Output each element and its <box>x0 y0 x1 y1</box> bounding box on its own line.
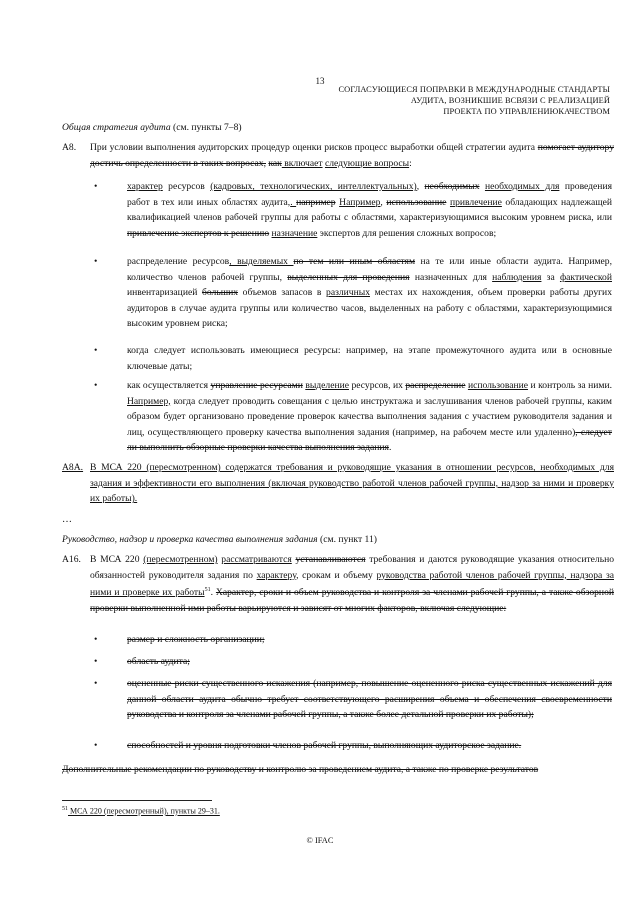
bullet-icon: • <box>94 380 98 391</box>
bullet-icon: • <box>94 678 98 689</box>
deleted-text: помогает аудитору достичь определенности в таких вопросах, <box>90 142 614 169</box>
paragraph-a16: A16. В МСА 220 (пересмотренном) рассматриваются устанавливаются требования и даются руководящие указания относительно обязанностей руководителя задания по характеру, срокам и объему руководства работой членов рабочей группы, надзора за ними и проверке их работы$^{51}$. Характер, сроки и объем руководства и контроля за членами рабочей группы, а также обзорной проверки выполненной ими работы варьируются и зависят от многих факторов, включая следующие: <box>62 554 614 614</box>
header-line-1: СОГЛАСУЮЩИЕСЯ ПОПРАВКИ В МЕЖДУНАРОДНЫЕ СТАНДАРТЫ <box>338 85 610 94</box>
ellipsis: … <box>62 514 72 525</box>
page-footer: © IFAC <box>306 836 334 845</box>
list-item: • оцененные риски существенного искажения (например, повышение оцененного риска существенных искажений для данной области аудита обычно требует соответствующего расширения объема и обеспечения своевременности руководства и контроля за членами рабочей группы, а также более детальной проверки их работы); <box>94 678 612 721</box>
page-number: 13 <box>315 76 325 86</box>
deleted-text: как <box>268 157 282 169</box>
footnote: $^{51}$ МСА 220 (пересмотренный), пункты 29–31. <box>62 806 220 816</box>
paragraph-a8 <box>62 140 614 171</box>
list-item: • область аудита; <box>94 654 612 670</box>
section-ref: (см. пункт 11) <box>317 534 377 545</box>
bullet-icon: • <box>94 634 98 645</box>
inserted-text: следующие вопросы <box>324 157 410 169</box>
footnote-ref[interactable]: 51 <box>204 587 211 594</box>
paragraph-body: При условии выполнения аудиторских процедур оценки рисков процесс выработки общей стратегии аудита помогает аудитору достичь определенности в таких вопросах, как включает следующие вопросы: <box>90 142 614 169</box>
list-item: • распределение ресурсов, выделяемых по тем или иным областям на те или иные области аудита. Например, количество членов рабочей группы, выделенных для проведения назначенных для наблюдения за фактической инвентаризацией больших объемов запасов в различных местах их нахождения, объем проверки работы других аудиторов в случае аудита группы или количество часов, выделенных на работу с областями, характеризующимися высоким уровнем риска; <box>94 256 613 330</box>
section-heading-strategy <box>62 122 242 133</box>
paragraph-label: A8. <box>62 142 77 153</box>
header-line-3: ПРОЕКТА ПО УПРАВЛЕНИЮКАЧЕСТВОМ <box>443 107 610 116</box>
list-item: • когда следует использовать имеющиеся ресурсы: например, на этапе промежуточного аудита или в основные ключевые даты; <box>94 345 612 372</box>
paragraph-tail: Дополнительные рекомендации по руководству и контролю за проведением аудита, а также по проверке результатов <box>62 764 539 775</box>
footnote-divider <box>62 800 212 801</box>
running-header <box>290 84 610 117</box>
list-item: • способностей и уровня подготовки членов рабочей группы, выполняющих аудиторское задание. <box>94 738 612 754</box>
paragraph-label: A16. <box>62 554 81 565</box>
list-item: • размер и сложность организации; <box>94 632 612 648</box>
bullet-icon: • <box>94 256 98 267</box>
paragraph-label: A8A. <box>62 462 84 473</box>
bullet-icon: • <box>94 181 98 192</box>
section-ref: (см. пункты 7–8) <box>170 122 242 133</box>
section-title: Руководство, надзор и проверка качества выполнения задания <box>62 534 318 545</box>
section-heading-supervision <box>62 534 377 545</box>
inserted-text: В МСА 220 (пересмотренном) содержатся требования и руководящие указания в отношении ресурсов, необходимых для задания и эффективности его выполнения (включая руководство работой членов рабочей группы, надзор за ними и проверку их работы). <box>90 462 614 505</box>
bullet-icon: • <box>94 656 98 667</box>
list-item: • характер ресурсов (кадровых, технологических, интеллектуальных), необходимых необходимых для проведения работ в тех или иных областях аудита,. например Например, использование привлечение обладающих надлежащей квалификацией членов рабочей группы для работы с областями, характеризующимися высоким уровнем риска, или привлечение экспертов к решению назначение экспертов для решения сложных вопросов; <box>94 181 613 239</box>
bullet-icon: • <box>94 740 98 751</box>
paragraph-a8a <box>62 460 614 507</box>
inserted-text: включает <box>281 157 323 169</box>
header-line-2: АУДИТА, ВОЗНИКШИЕ ВСВЯЗИ С РЕАЛИЗАЦИЕЙ <box>410 96 610 105</box>
list-item: • как осуществляется управление ресурсами выделение ресурсов, их распределение использование и контроль за ними. Например, когда следует проводить совещания с целью инструктажа и заслушивания членов рабочей группы, каким образом будет организовано проведение проверок качества выполнения задания с участием руководителя задания и лиц, осуществляющего проверку качества выполнения задания (например, на рабочем месте или удаленно), следует ли выполнить обзорные проверки качества выполнения задания. <box>94 380 613 454</box>
section-title: Общая стратегия аудита <box>62 122 171 133</box>
bullet-icon: • <box>94 345 98 356</box>
